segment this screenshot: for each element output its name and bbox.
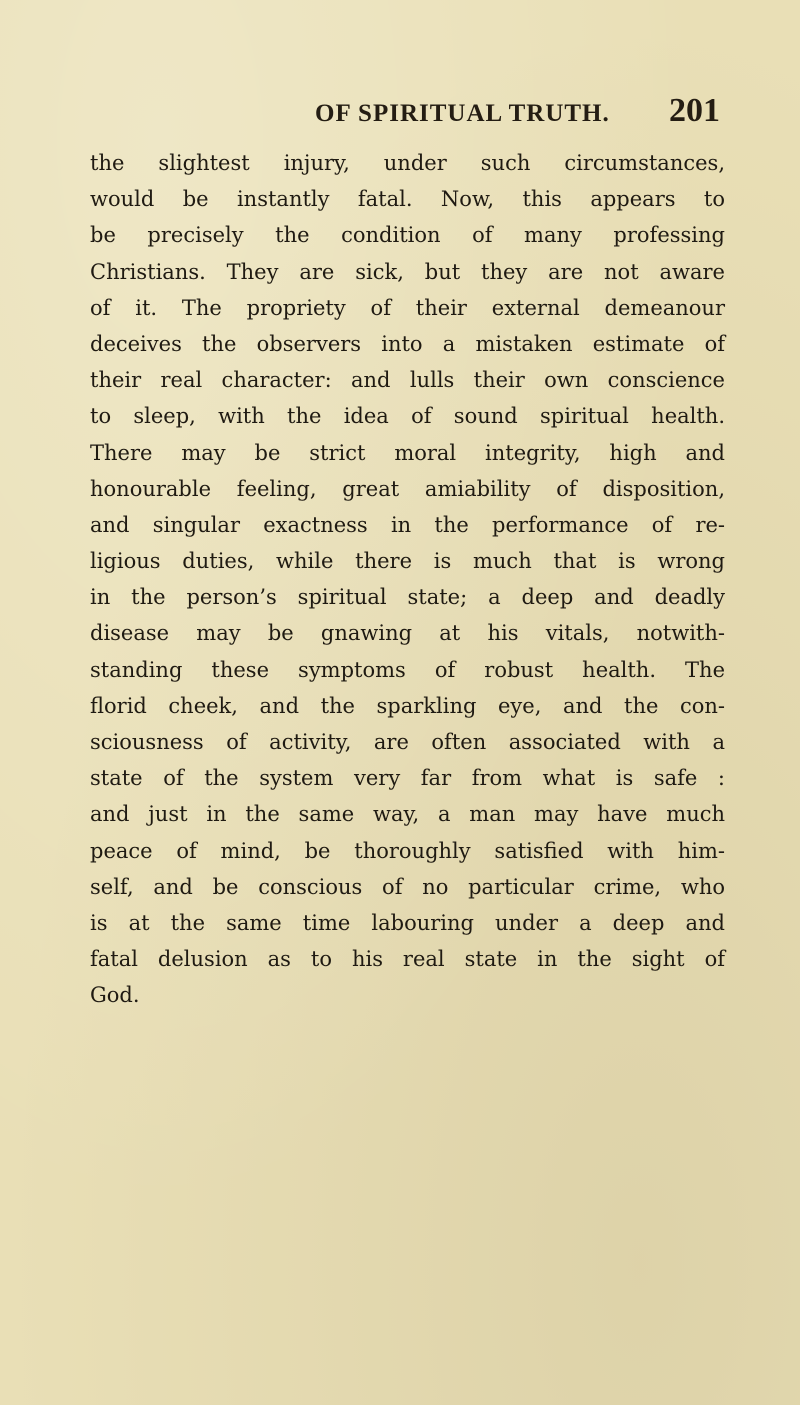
text-line: Christians. They are sick, but they are not aware	[90, 259, 725, 284]
text-line: the slightest injury, under such circumstances,	[90, 151, 725, 175]
text-line: florid cheek, and the sparkling eye, and the con-	[90, 693, 725, 718]
text-line: of it. The propriety of their external demeanour	[90, 295, 725, 320]
text-line: self, and be conscious of no particular crime, who	[90, 874, 725, 899]
text-line: their real character: and lulls their own conscience	[90, 368, 725, 393]
text-line: state of the system very far from what is safe :	[90, 766, 725, 791]
text-line: God.	[90, 983, 140, 1008]
text-line: disease may be gnawing at his vitals, notwith-	[90, 621, 725, 646]
text-line: standing these symptoms of robust health. The	[90, 657, 725, 682]
text-line: to sleep, with the idea of sound spiritual health.	[90, 404, 725, 429]
body-text	[90, 145, 725, 1014]
text-line: and just in the same way, a man may have much	[90, 802, 725, 827]
text-line: deceives the observers into a mistaken estimate of	[90, 331, 725, 356]
text-line: honourable feeling, great amiability of disposition,	[90, 476, 725, 501]
text-line: would be instantly fatal. Now, this appears to	[90, 187, 725, 212]
text-line: There may be strict moral integrity, high and	[90, 440, 725, 465]
text-line: in the person’s spiritual state; a deep and deadly	[90, 585, 725, 610]
page-number: 201	[669, 92, 720, 129]
text-line: be precisely the condition of many professing	[90, 223, 725, 248]
text-line: is at the same time labouring under a deep and	[90, 910, 725, 935]
text-line: fatal delusion as to his real state in the sight of	[90, 947, 725, 972]
running-head	[0, 92, 800, 132]
running-title: OF SPIRITUAL TRUTH.	[315, 100, 610, 127]
text-line: ligious duties, while there is much that is wrong	[90, 549, 725, 574]
text-line: peace of mind, be thoroughly satisfied with him-	[90, 838, 725, 863]
text-line: and singular exactness in the performance of re-	[90, 512, 725, 537]
text-line: sciousness of activity, are often associated with a	[90, 730, 725, 754]
